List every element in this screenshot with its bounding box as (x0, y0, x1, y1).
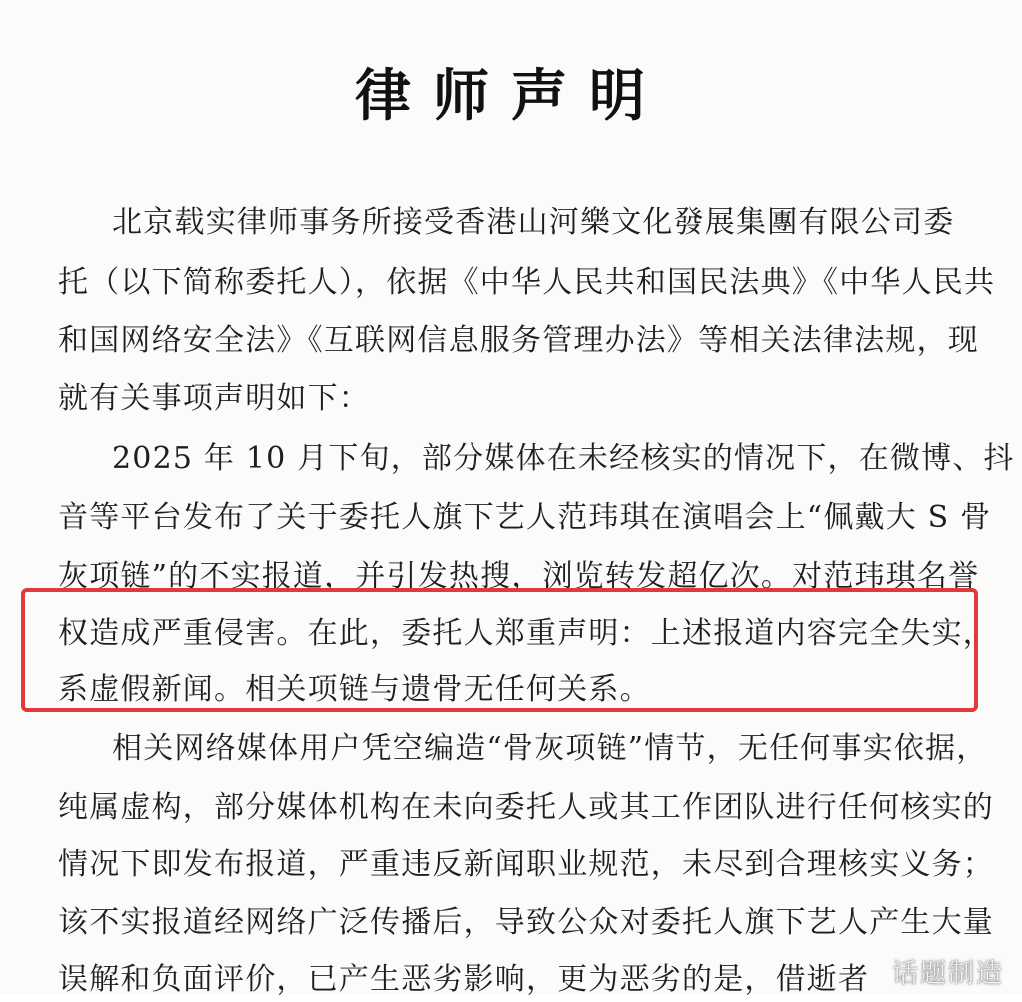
paragraph-2-line-5: 系虚假新闻。相关项链与遗骨无任何关系。 (58, 672, 651, 707)
paragraph-2-line-1: 2025 年 10 月下旬，部分媒体在未经核实的情况下，在微博、抖 (112, 441, 1015, 476)
paragraph-3-line-3: 情况下即发布报道，严重违反新闻职业规范，未尽到合理核实义务； (58, 847, 994, 882)
paragraph-1-line-4: 就有关事项声明如下： (58, 381, 370, 416)
paragraph-2-line-2: 音等平台发布了关于委托人旗下艺人范玮琪在演唱会上“佩戴大 S 骨 (58, 500, 992, 535)
paragraph-2-line-4: 权造成严重侵害。在此，委托人郑重声明：上述报道内容完全失实， (58, 616, 994, 651)
paragraph-1-line-2: 托（以下简称委托人），依据《中华人民共和国民法典》《中华人民共 (58, 265, 996, 300)
page-title: 律师声明 (355, 64, 667, 129)
watermark: 话题制造 (891, 959, 1004, 989)
paragraph-3-line-5: 误解和负面评价，已产生恶劣影响，更为恶劣的是，借逝者 (58, 962, 870, 997)
paragraph-3-line-1: 相关网络媒体用户凭空编造“骨灰项链”情节，无任何事实依据， (112, 731, 988, 766)
paragraph-1-line-1: 北京载实律师事务所接受香港山河樂文化發展集團有限公司委 (112, 205, 955, 240)
paragraph-3-line-4: 该不实报道经网络广泛传播后，导致公众对委托人旗下艺人产生大量 (58, 905, 994, 940)
highlight-box (21, 588, 994, 712)
paragraph-3-line-2: 纯属虚构，部分媒体机构在未向委托人或其工作团队进行任何核实的 (58, 790, 994, 825)
paragraph-1-line-3: 和国网络安全法》《互联网信息服务管理办法》等相关法律法规，现 (58, 323, 979, 358)
paragraph-2-line-3: 灰项链”的不实报道，并引发热搜，浏览转发超亿次。对范玮琪名誉 (58, 559, 980, 594)
